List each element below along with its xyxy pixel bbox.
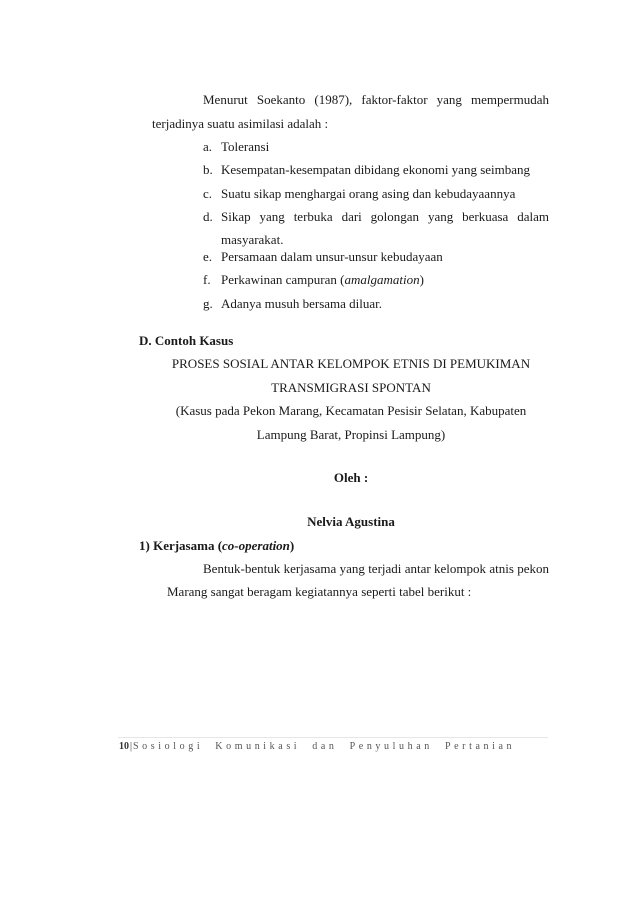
factor-text-suffix: ) — [419, 272, 424, 287]
factor-letter: f. — [203, 272, 211, 287]
word: (1987), — [314, 92, 353, 107]
word: terjadi — [368, 561, 402, 576]
by-label: Oleh : — [333, 470, 369, 485]
word: yang — [259, 209, 285, 224]
factor-item — [203, 209, 549, 225]
subsection-1-para-line-2: Marang sangat beragam kegiatannya seperti tabel berikut : — [167, 584, 472, 599]
section-d-heading: D. Contoh Kasus — [139, 333, 234, 348]
word: pekon — [517, 561, 549, 576]
factor-letter: g. — [203, 296, 213, 311]
factor-letter: c. — [203, 186, 213, 201]
word: antar — [404, 561, 431, 576]
factor-letter: a. — [203, 139, 213, 154]
case-subtitle-line-1: (Kasus pada Pekon Marang, Kecamatan Pesisir Selatan, Kabupaten — [175, 403, 527, 418]
page-footer — [119, 740, 515, 754]
factor-item — [203, 162, 530, 178]
factor-item — [203, 249, 443, 265]
word: yang — [436, 92, 462, 107]
word: golongan — [370, 209, 420, 224]
factor-letter: d. — [203, 209, 213, 224]
factor-item — [203, 272, 424, 288]
word: atnis — [489, 561, 514, 576]
factor-text: Adanya musuh bersama diluar. — [221, 296, 383, 311]
word: kelompok — [434, 561, 487, 576]
word: Soekanto — [256, 92, 306, 107]
word: yang — [427, 209, 454, 224]
page-number: 10 — [119, 741, 129, 752]
case-title-line-2: TRANSMIGRASI SPONTAN — [271, 380, 431, 395]
case-subtitle-line-2: Lampung Barat, Propinsi Lampung) — [256, 427, 446, 442]
factor-item — [203, 296, 382, 312]
word: dalam — [517, 209, 549, 224]
subsection-1-heading — [139, 538, 294, 554]
word: Sikap — [221, 209, 251, 224]
factor-item — [203, 139, 269, 155]
word: mempermudah — [471, 92, 549, 107]
factor-text — [221, 209, 549, 225]
intro-line-1 — [203, 92, 549, 108]
footer-book-title: Sosiologi Komunikasi dan Penyuluhan Pertanian — [133, 741, 516, 752]
factor-item — [203, 186, 515, 202]
factor-text: Toleransi — [221, 139, 270, 154]
factor-letter: e. — [203, 249, 213, 264]
factor-text-italic: amalgamation — [344, 272, 420, 287]
word: berkuasa — [462, 209, 509, 224]
intro-line-2: terjadinya suatu asimilasi adalah : — [152, 116, 329, 131]
word: terbuka — [293, 209, 333, 224]
author-name: Nelvia Agustina — [307, 514, 395, 529]
word: Menurut — [203, 92, 248, 107]
footer-rule — [118, 737, 548, 738]
word: yang — [339, 561, 365, 576]
word: Bentuk-bentuk — [203, 561, 281, 576]
subsection-1-heading-prefix: 1) Kerjasama ( — [139, 538, 223, 553]
factor-item-continuation: masyarakat. — [221, 232, 284, 247]
factor-text: Kesempatan-kesempatan dibidang ekonomi yang seimbang — [221, 162, 531, 177]
factor-text: Persamaan dalam unsur-unsur kebudayaan — [221, 249, 443, 264]
factor-text: Perkawinan campuran ( — [221, 272, 345, 287]
subsection-1-heading-suffix: ) — [289, 538, 295, 553]
factor-letter: b. — [203, 162, 213, 177]
factor-text: Suatu sikap menghargai orang asing dan kebudayaannya — [221, 186, 516, 201]
case-title-line-1: PROSES SOSIAL ANTAR KELOMPOK ETNIS DI PEMUKIMAN — [171, 356, 531, 371]
footer-separator: | — [130, 741, 133, 752]
subsection-1-para-line-1 — [203, 561, 549, 577]
subsection-1-heading-italic: co-operation — [222, 538, 290, 553]
word: kerjasama — [283, 561, 337, 576]
word: faktor-faktor — [361, 92, 428, 107]
word: dari — [341, 209, 362, 224]
